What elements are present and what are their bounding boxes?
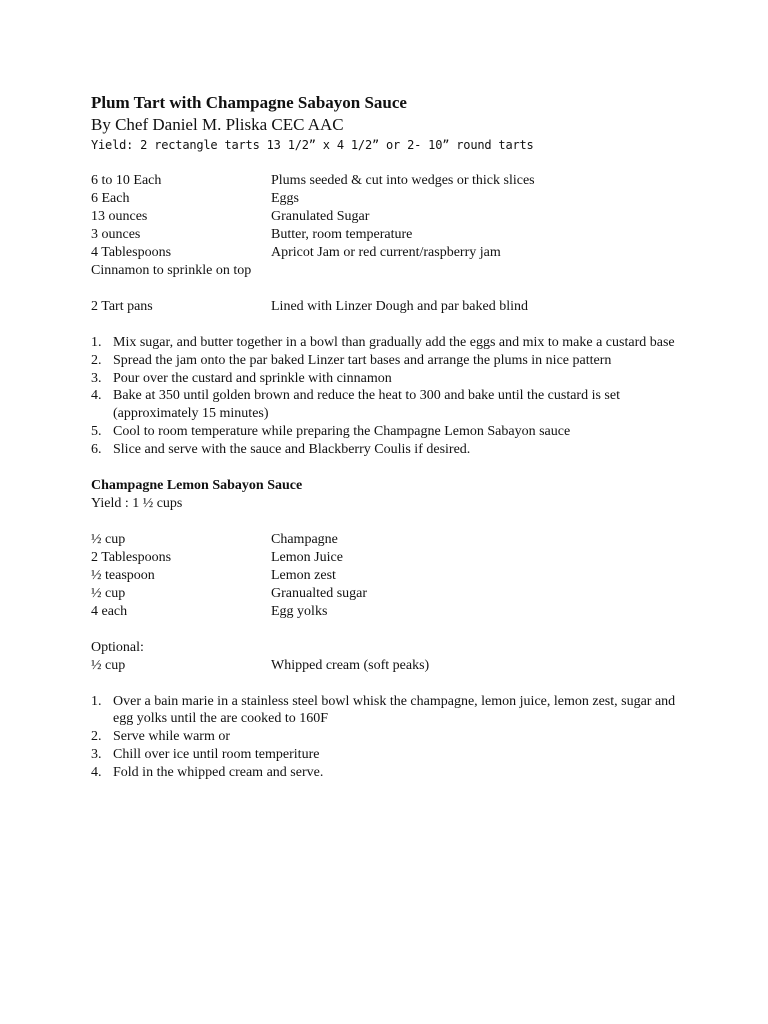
ingredient-item: Lemon Juice <box>271 549 343 565</box>
list-item <box>91 693 691 729</box>
tart-pans-row <box>91 298 691 316</box>
list-item <box>91 387 691 423</box>
ingredient-item: Whipped cream (soft peaks) <box>271 657 430 673</box>
step-number: 6. <box>91 441 102 457</box>
ingredient-qty: 6 Each <box>91 191 130 206</box>
step-text: Over a bain marie in a stainless steel bowl whisk the champagne, lemon juice, lemon zest, sugar and egg yolks until the are cooked to 160F <box>113 693 676 727</box>
tart-steps-list <box>91 334 691 459</box>
cinnamon-note: Cinnamon to sprinkle on top <box>91 263 252 278</box>
ingredient-item: Butter, room temperature <box>271 227 413 242</box>
ingredient-qty: ½ cup <box>91 531 126 547</box>
ingredient-row <box>91 190 691 208</box>
list-item <box>91 334 691 352</box>
ingredient-row <box>91 567 691 585</box>
ingredient-item: Egg yolks <box>271 603 328 619</box>
optional-label: Optional: <box>91 639 144 655</box>
optional-ingredient-row <box>91 657 691 675</box>
recipe-document <box>91 92 691 782</box>
ingredient-qty: ½ cup <box>91 585 126 601</box>
sauce-yield: Yield : 1 ½ cups <box>91 495 183 511</box>
ingredient-item: Lemon zest <box>271 567 336 583</box>
list-item <box>91 423 691 441</box>
list-item <box>91 441 691 459</box>
list-item <box>91 764 691 782</box>
step-number: 5. <box>91 423 102 439</box>
step-text: Serve while warm or <box>113 729 231 745</box>
list-item <box>91 370 691 388</box>
recipe-title: Plum Tart with Champagne Sabayon Sauce <box>91 93 407 112</box>
ingredient-item: Champagne <box>271 531 338 547</box>
tart-pans-item: Lined with Linzer Dough and par baked blind <box>271 299 528 314</box>
sauce-title: Champagne Lemon Sabayon Sauce <box>91 477 303 493</box>
step-number: 3. <box>91 746 102 762</box>
sauce-ingredients <box>91 531 691 621</box>
step-text: Mix sugar, and butter together in a bowl than gradually add the eggs and mix to make a custard base <box>113 335 675 350</box>
ingredient-item: Eggs <box>271 191 299 206</box>
ingredient-item: Plums seeded & cut into wedges or thick slices <box>271 173 535 188</box>
step-number: 2. <box>91 729 102 745</box>
ingredient-item: Apricot Jam or red current/raspberry jam <box>271 245 501 260</box>
tart-ingredients <box>91 172 691 280</box>
step-text: Pour over the custard and sprinkle with cinnamon <box>113 370 392 386</box>
step-number: 4. <box>91 764 102 780</box>
step-text: Spread the jam onto the par baked Linzer tart bases and arrange the plums in nice pattern <box>113 352 612 368</box>
ingredient-row <box>91 172 691 190</box>
step-text: Cool to room temperature while preparing the Champagne Lemon Sabayon sauce <box>113 423 571 439</box>
recipe-byline: By Chef Daniel M. Pliska CEC AAC <box>91 115 344 134</box>
ingredient-row <box>91 244 691 262</box>
step-text: Bake at 350 until golden brown and reduce the heat to 300 and bake until the custard is set (approximately 15 minutes) <box>113 388 620 422</box>
list-item <box>91 746 691 764</box>
list-item <box>91 352 691 370</box>
ingredient-row <box>91 208 691 226</box>
ingredient-qty: 6 to 10 Each <box>91 173 162 188</box>
ingredient-qty: 3 ounces <box>91 227 141 242</box>
ingredient-row <box>91 226 691 244</box>
step-number: 3. <box>91 370 102 386</box>
ingredient-qty: ½ cup <box>91 657 126 673</box>
ingredient-qty: 4 each <box>91 603 128 619</box>
ingredient-row <box>91 603 691 621</box>
step-text: Slice and serve with the sauce and Blackberry Coulis if desired. <box>113 441 471 457</box>
step-text: Fold in the whipped cream and serve. <box>113 764 324 780</box>
ingredient-item: Granualted sugar <box>271 585 368 601</box>
tart-pans-qty: 2 Tart pans <box>91 299 153 314</box>
step-number: 2. <box>91 352 102 368</box>
ingredient-qty: 4 Tablespoons <box>91 245 172 260</box>
step-number: 1. <box>91 335 102 350</box>
sauce-steps-list <box>91 693 691 782</box>
ingredient-item: Granulated Sugar <box>271 209 370 224</box>
step-text: Chill over ice until room temperiture <box>113 746 320 762</box>
ingredient-qty: ½ teaspoon <box>91 567 155 583</box>
ingredient-row <box>91 585 691 603</box>
ingredient-qty: 13 ounces <box>91 209 148 224</box>
step-number: 1. <box>91 693 102 709</box>
ingredient-row <box>91 531 691 549</box>
list-item <box>91 728 691 746</box>
recipe-yield: Yield: 2 rectangle tarts 13 1/2” x 4 1/2” or 2- 10” round tarts <box>91 138 534 152</box>
ingredient-qty: 2 Tablespoons <box>91 549 172 565</box>
step-number: 4. <box>91 388 102 404</box>
ingredient-row <box>91 549 691 567</box>
